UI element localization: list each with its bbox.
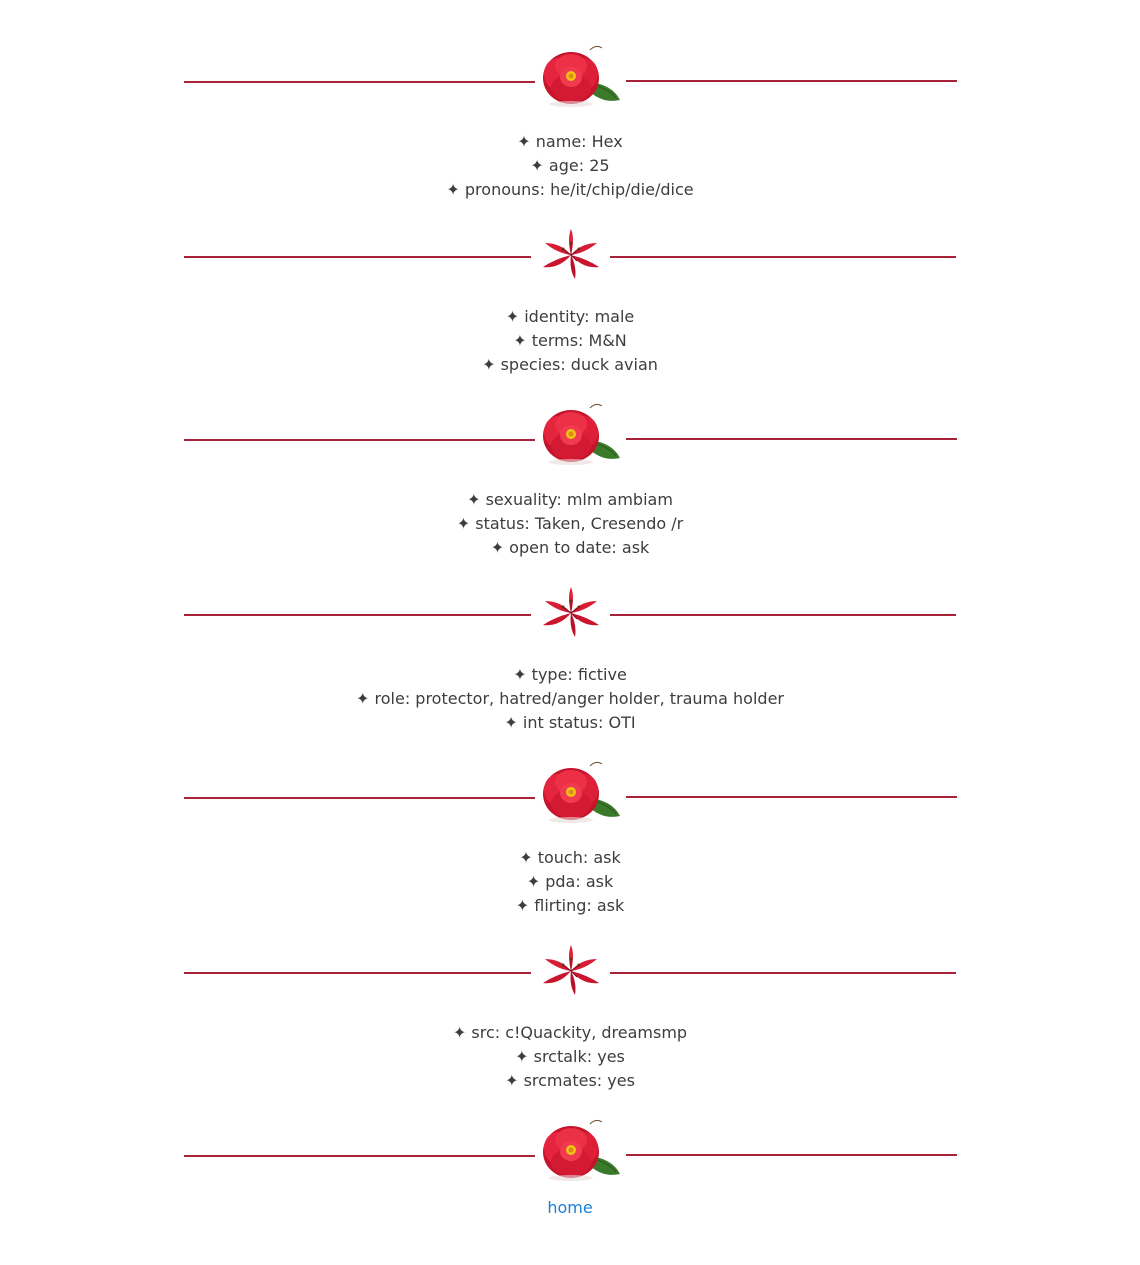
divider-line-right	[610, 614, 956, 616]
info-line: ✦ touch: ask	[519, 848, 621, 867]
camellia-icon	[538, 760, 624, 824]
info-block-4	[0, 663, 1140, 735]
divider-line-left	[184, 256, 531, 258]
info-block-2	[0, 305, 1140, 377]
lily-icon	[540, 227, 602, 283]
info-line: ✦ role: protector, hatred/anger holder, trauma holder	[356, 689, 784, 708]
divider-1	[0, 44, 1140, 108]
divider-line-right	[610, 972, 956, 974]
info-line: ✦ flirting: ask	[515, 896, 625, 915]
info-line: ✦ type: fictive	[513, 665, 627, 684]
divider-2	[0, 225, 1140, 289]
info-line: ✦ srctalk: yes	[515, 1047, 625, 1066]
divider-line-left	[184, 81, 535, 83]
camellia-icon	[538, 44, 624, 108]
divider-7	[0, 1118, 1140, 1182]
info-line: ✦ status: Taken, Cresendo /r	[456, 514, 684, 533]
lily-icon	[540, 585, 602, 641]
info-block-3	[0, 488, 1140, 560]
info-line: ✦ sexuality: mlm ambiam	[467, 490, 673, 509]
info-line: ✦ identity: male	[505, 307, 635, 326]
camellia-icon	[538, 402, 624, 466]
divider-5	[0, 760, 1140, 824]
divider-line-right	[626, 80, 957, 82]
info-line: ✦ species: duck avian	[482, 355, 658, 374]
divider-line-left	[184, 797, 535, 799]
camellia-icon	[538, 1118, 624, 1182]
home-link[interactable]: home	[547, 1198, 593, 1217]
divider-line-left	[184, 1155, 535, 1157]
divider-line-right	[610, 256, 956, 258]
divider-line-left	[184, 439, 535, 441]
info-line: ✦ name: Hex	[517, 132, 623, 151]
divider-3	[0, 402, 1140, 466]
divider-line-right	[626, 796, 957, 798]
info-block-1	[0, 130, 1140, 202]
info-block-5	[0, 846, 1140, 918]
lily-icon	[540, 943, 602, 999]
info-line: ✦ srcmates: yes	[505, 1071, 635, 1090]
info-line: ✦ age: 25	[530, 156, 610, 175]
info-line: ✦ open to date: ask	[490, 538, 650, 557]
info-line: ✦ pronouns: he/it/chip/die/dice	[446, 180, 694, 199]
info-line: ✦ terms: M&N	[513, 331, 627, 350]
divider-6	[0, 941, 1140, 1005]
divider-line-right	[626, 1154, 957, 1156]
info-line: ✦ pda: ask	[526, 872, 614, 891]
divider-line-right	[626, 438, 957, 440]
divider-line-left	[184, 614, 531, 616]
info-block-6	[0, 1021, 1140, 1093]
home-nav	[0, 1196, 1140, 1220]
divider-4	[0, 583, 1140, 647]
info-line: ✦ int status: OTI	[504, 713, 636, 732]
divider-line-left	[184, 972, 531, 974]
info-line: ✦ src: c!Quackity, dreamsmp	[452, 1023, 688, 1042]
